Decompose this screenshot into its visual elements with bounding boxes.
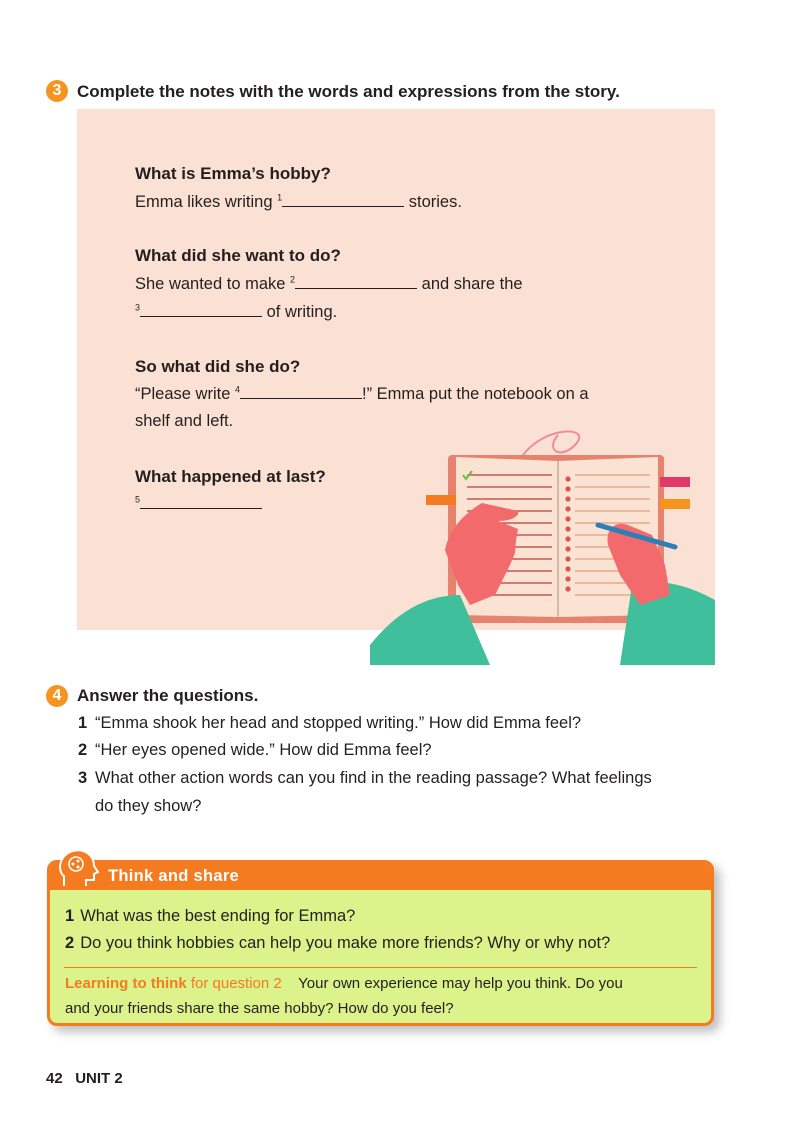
think-head-icon — [56, 848, 100, 890]
note-answer-3b: shelf and left. — [135, 412, 234, 430]
note-answer-1: Emma likes writing $^1$ stories. — [135, 192, 462, 211]
section-3-instruction: Complete the notes with the words and expressions from the story. — [77, 82, 620, 101]
section-4-badge: 4 — [46, 685, 68, 707]
think-item-1: 1 What was the best ending for Emma? — [65, 907, 356, 925]
blank-2[interactable] — [295, 274, 417, 289]
think-divider — [64, 967, 697, 968]
learning-to-think-line-2: and your friends share the same hobby? How do you feel? — [65, 1000, 454, 1017]
note-question-2: What did she want to do? — [135, 246, 341, 265]
note-question-3: So what did she do? — [135, 357, 301, 376]
learning-to-think-line-1: Learning to think for question 2 Your own experience may help you think. Do you — [65, 975, 623, 992]
blank-5[interactable] — [140, 494, 262, 509]
question-2-number: 2 — [78, 741, 88, 759]
unit-label: UNIT 2 — [75, 1070, 123, 1087]
blank-4[interactable] — [240, 384, 362, 399]
note-question-4: What happened at last? — [135, 467, 326, 486]
question-3-number: 3 — [78, 769, 88, 787]
note-answer-2: She wanted to make $^2$ and share the — [135, 274, 523, 293]
question-2-text: “Her eyes opened wide.” How did Emma feel? — [95, 741, 432, 759]
note-answer-4: 5 — [135, 494, 262, 514]
think-item-2: 2 Do you think hobbies can help you make more friends? Why or why not? — [65, 934, 611, 952]
question-1-number: 1 — [78, 714, 88, 732]
question-1-text: “Emma shook her head and stopped writing.” How did Emma feel? — [95, 714, 582, 732]
blank-1[interactable] — [282, 192, 404, 207]
note-answer-3: “Please write $^4$ !” Emma put the notebook on a — [135, 384, 589, 403]
think-title: Think and share — [108, 867, 240, 885]
notebook-illustration — [370, 425, 720, 665]
blank-3[interactable] — [140, 302, 262, 317]
note-question-1: What is Emma’s hobby? — [135, 164, 331, 183]
page-footer — [46, 1070, 123, 1087]
think-and-share-box — [47, 860, 714, 1026]
page-number: 42 — [46, 1070, 63, 1087]
question-3-text: What other action words can you find in the reading passage? What feelings — [95, 769, 652, 787]
section-3-badge: 3 — [46, 80, 68, 102]
question-3-continuation: do they show? — [95, 797, 202, 815]
note-answer-2b: $^3$ of writing. — [135, 302, 338, 321]
section-4-instruction: Answer the questions. — [77, 686, 259, 705]
